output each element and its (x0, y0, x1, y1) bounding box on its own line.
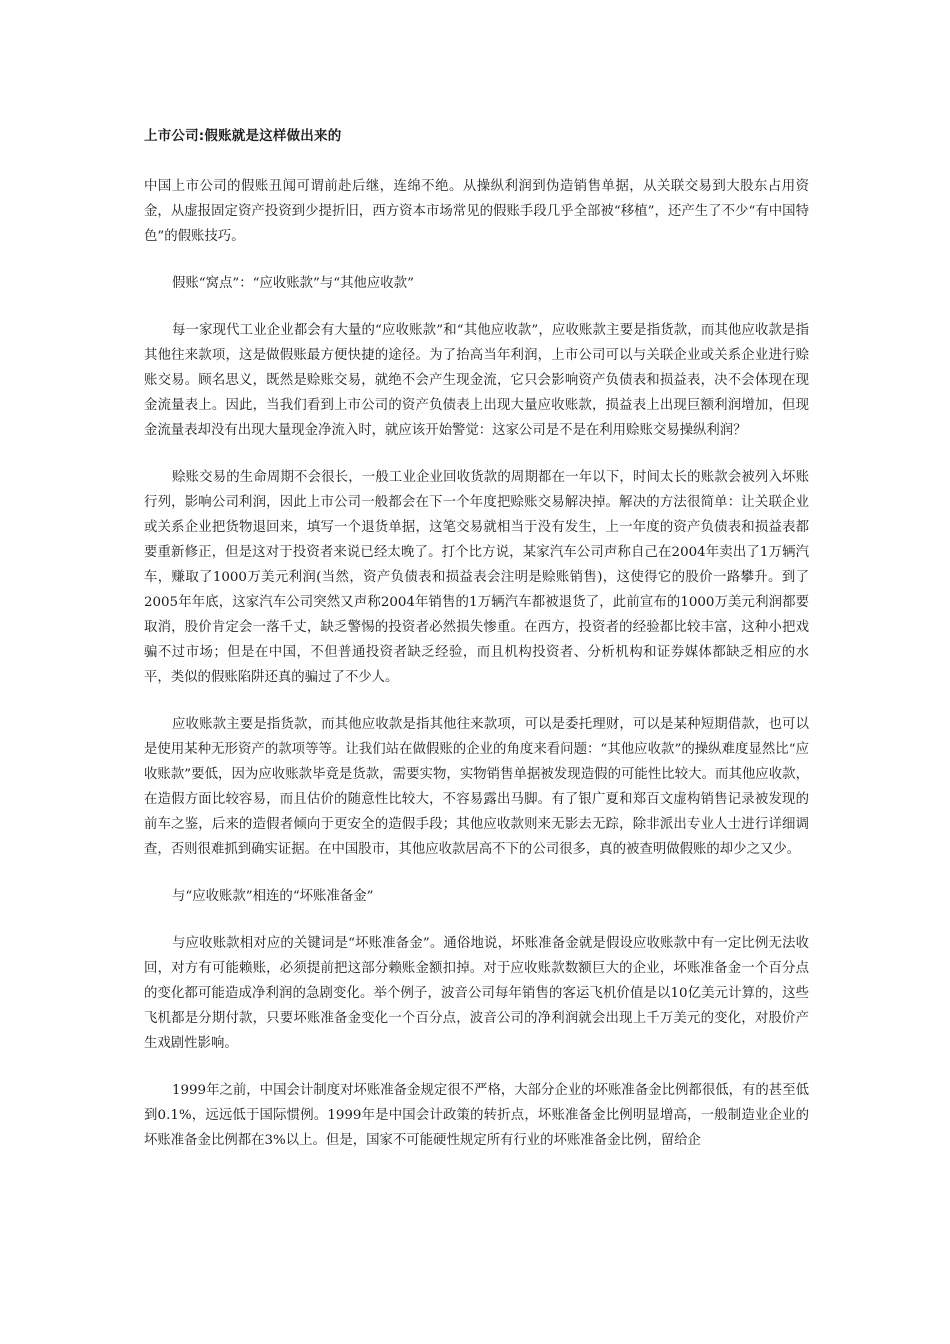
paragraph-1999-policy: 1999年之前，中国会计制度对坏账准备金规定很不严格，大部分企业的坏账准备金比例都很低，有的甚至低到0.1%，远远低于国际惯例。1999年是中国会计政策的转折点，坏账准备金比例明显增高，一般制造业企业的坏账准备金比例都在3%以上。但是，国家不可能硬性规定所有行业的坏账准备金比例，留给企 (144, 1083, 809, 1148)
section-heading-bad-debt: 与“应收账款”相连的“坏账准备金” (172, 889, 374, 904)
document-page (144, 126, 809, 1175)
paragraph-credit-sales: 赊账交易的生命周期不会很长，一般工业企业回收货款的周期都在一年以下，时间太长的账款会被列入坏账行列，影响公司利润，因此上市公司一般都会在下一个年度把赊账交易解决掉。解决的方法很简单：让关联企业或关系企业把货物退回来，填写一个退货单据，这笔交易就相当于没有发生，上一年度的资产负债表和损益表都要重新修正，但是这对于投资者来说已经太晚了。打个比方说，某家汽车公司声称自己在2004年卖出了1万辆汽车，赚取了1000万美元利润(当然，资产负债表和损益表会注明是赊账销售)，这使得它的股价一路攀升。到了2005年年底，这家汽车公司突然又声称2004年销售的1万辆汽车都被退货了，此前宣布的1000万美元利润都要取消，股价肯定会一落千丈，缺乏警惕的投资者必然损失惨重。在西方，投资者的经验都比较丰富，这种小把戏骗不过市场；但是在中国，不但普通投资者缺乏经验，而且机构投资者、分析机构和证券媒体都缺乏相应的水平，类似的假账陷阱还真的骗过了不少人。 (144, 470, 809, 685)
paragraph-other-receivables: 应收账款主要是指货款，而其他应收款是指其他往来款项，可以是委托理财，可以是某种短期借款，也可以是使用某种无形资产的款项等等。让我们站在做假账的企业的角度来看问题：“其他应收款”的操纵难度显然比“应收账款”要低，因为应收账款毕竟是货款，需要实物，实物销售单据被发现造假的可能性比较大。而其他应收款，在造假方面比较容易，而且估价的随意性比较大，不容易露出马脚。有了银广夏和郑百文虚构销售记录被发现的前车之鉴，后来的造假者倾向于更安全的造假手段；其他应收款则来无影去无踪，除非派出专业人士进行详细调查，否则很难抓到确实证据。在中国股市，其他应收款居高不下的公司很多，真的被查明做假账的却少之又少。 (144, 717, 809, 857)
paragraph-bad-debt: 与应收账款相对应的关键词是“坏账准备金”。通俗地说，坏账准备金就是假设应收账款中有一定比例无法收回，对方有可能赖账，必须提前把这部分赖账金额扣掉。对于应收账款数额巨大的企业，坏账准备金一个百分点的变化都可能造成净利润的急剧变化。举个例子，波音公司每年销售的客运飞机价值是以10亿美元计算的，这些飞机都是分期付款，只要坏账准备金变化一个百分点，波音公司的净利润就会出现上千万美元的变化，对股价产生戏剧性影响。 (144, 936, 809, 1051)
paragraph-intro: 中国上市公司的假账丑闻可谓前赴后继，连绵不绝。从操纵利润到伪造销售单据，从关联交易到大股东占用资金，从虚报固定资产投资到少提折旧，西方资本市场常见的假账手段几乎全部被“移植”，还产生了不少“有中国特色”的假账技巧。 (144, 179, 809, 244)
paragraph-receivables: 每一家现代工业企业都会有大量的“应收账款”和“其他应收款”，应收账款主要是指货款，而其他应收款是指其他往来款项，这是做假账最方便快捷的途径。为了抬高当年利润，上市公司可以与关联企业或关系企业进行赊账交易。顾名思义，既然是赊账交易，就绝不会产生现金流，它只会影响资产负债表和损益表，决不会体现在现金流量表上。因此，当我们看到上市公司的资产负债表上出现大量应收账款，损益表上出现巨额利润增加，但现金流量表却没有出现大量现金净流入时，就应该开始警觉：这家公司是不是在利用赊账交易操纵利润？ (144, 323, 809, 438)
section-heading-receivables: 假账“窝点”：“应收账款”与“其他应收款” (172, 276, 414, 291)
document-title: 上市公司:假账就是这样做出来的 (144, 128, 342, 144)
